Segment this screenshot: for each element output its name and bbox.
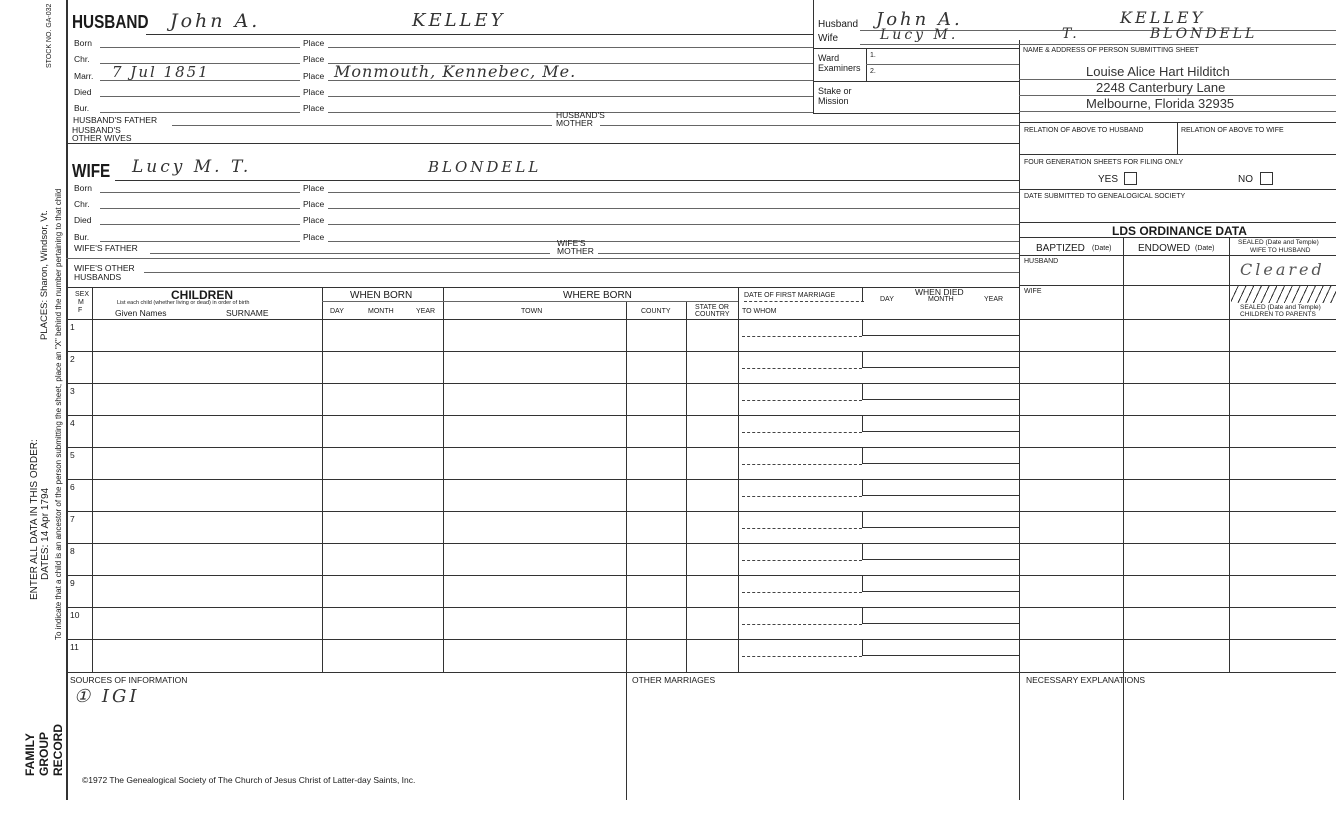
summary-wife-line	[860, 44, 1336, 45]
lds-col-1-divider	[1123, 237, 1124, 800]
husband-marr-place-label: Place	[303, 71, 325, 81]
child-row[interactable]	[92, 607, 738, 639]
children-heading: CHILDREN	[171, 288, 233, 302]
submitter-city[interactable]: Melbourne, Florida 32935	[1086, 96, 1235, 111]
left-border	[66, 0, 68, 800]
first-marriage-dash	[742, 624, 862, 625]
when-died-box[interactable]	[862, 383, 1019, 400]
child-row-number: 2	[70, 354, 75, 364]
husband-marriage-place[interactable]: Monmouth, Kennebec, Me.	[334, 62, 577, 81]
sealed-cp-header-1: SEALED (Date and Temple)	[1240, 304, 1321, 311]
lds-row-divider	[1019, 479, 1336, 480]
day-header: DAY	[330, 308, 344, 315]
lds-ordinance-title: LDS ORDINANCE DATA	[1112, 224, 1247, 238]
first-marriage-dash	[742, 560, 862, 561]
when-died-divider	[862, 287, 863, 301]
wife-surname[interactable]: BLONDELL	[428, 158, 542, 176]
child-row-number: 8	[70, 546, 75, 556]
summary-wife-label: Wife	[818, 33, 838, 44]
sources-label: SOURCES OF INFORMATION	[70, 675, 188, 685]
to-whom-header: TO WHOM	[742, 308, 777, 315]
endowed-header: ENDOWED	[1138, 243, 1191, 254]
husband-born-date-line[interactable]	[100, 47, 300, 48]
first-marriage-dash	[742, 592, 862, 593]
first-marriage-dash	[742, 656, 862, 657]
first-marriage-dash	[742, 528, 862, 529]
sealed-wh-header-2: WIFE TO HUSBAND	[1250, 247, 1311, 254]
first-marriage-dash	[744, 301, 864, 302]
lds-header-bottom	[1019, 255, 1336, 256]
husband-section-bottom	[66, 143, 1019, 144]
dates-instruction: DATES: 14 Apr 1794	[40, 487, 51, 580]
surname-header: SURNAME	[226, 308, 269, 318]
sex-label: SEX	[75, 291, 90, 298]
summary-wife-given[interactable]: Lucy M.	[880, 27, 959, 43]
summary-names-bottom	[813, 48, 1019, 49]
lds-row-divider	[1019, 415, 1336, 416]
first-marriage-dash	[742, 368, 862, 369]
lds-row-divider	[1019, 575, 1336, 576]
when-died-box[interactable]	[862, 415, 1019, 432]
form-title-group: GROUP	[37, 731, 51, 776]
husband-marr-label: Marr.	[74, 71, 94, 81]
child-row[interactable]	[92, 543, 738, 575]
sealed-hatch-pattern	[1231, 286, 1336, 303]
summary-husband-given[interactable]: John A.	[876, 9, 963, 30]
husband-given-names[interactable]: John A.	[170, 10, 261, 32]
other-marriages-divider	[626, 672, 627, 800]
when-died-box[interactable]	[862, 543, 1019, 560]
necessary-explanations-label: NECESSARY EXPLANATIONS	[1026, 675, 1146, 685]
form-title-family: FAMILY	[23, 733, 37, 776]
form-title-record: RECORD	[51, 723, 65, 776]
husbands-mother-label-2: MOTHER	[556, 118, 593, 128]
where-born-header: WHERE BORN	[563, 290, 632, 301]
baptized-date-hint: (Date)	[1092, 245, 1112, 252]
wife-born-date-line[interactable]	[100, 192, 300, 193]
examiners-bottom	[813, 81, 1019, 82]
wife-bur-place-line[interactable]	[328, 241, 1019, 242]
year-header: YEAR	[416, 308, 436, 315]
child-row-number: 5	[70, 450, 75, 460]
when-died-box[interactable]	[862, 479, 1019, 496]
relation-wife-label: RELATION OF ABOVE TO WIFE	[1181, 127, 1284, 134]
lds-table-bottom	[1019, 672, 1336, 673]
wife-bur-place-label: Place	[303, 232, 325, 242]
cleared-value[interactable]: Cleared	[1240, 260, 1325, 279]
summary-wife-middle[interactable]: T.	[1062, 26, 1080, 42]
lds-col-2-divider	[1229, 237, 1230, 672]
child-row[interactable]	[92, 351, 738, 383]
wifes-other-husbands-label-2: HUSBANDS	[74, 272, 122, 282]
sex-f-label: F	[78, 307, 83, 314]
died-month-header: MONTH	[928, 296, 954, 303]
children-subtext: List each child (whether living or dead) in order of birth	[117, 300, 250, 306]
lds-row-divider	[1019, 639, 1336, 640]
died-year-header: YEAR	[984, 296, 1004, 303]
wife-born-place-line[interactable]	[328, 192, 1019, 193]
husband-bur-label: Bur.	[74, 103, 90, 113]
relation-husband-label: RELATION OF ABOVE TO HUSBAND	[1024, 127, 1144, 134]
husbands-other-wives-label-1: HUSBAND'S	[72, 125, 121, 135]
child-row-number: 3	[70, 386, 75, 396]
wifes-father-label: WIFE'S FATHER	[74, 243, 138, 253]
date-submitted-bottom	[1019, 222, 1336, 223]
wifes-other-husbands-line[interactable]	[144, 272, 1019, 273]
child-row[interactable]	[92, 383, 738, 415]
wifes-mother-line[interactable]	[598, 253, 1019, 254]
wifes-mother-label-2: MOTHER	[557, 246, 594, 256]
examiner-1-num: 1.	[870, 52, 876, 59]
when-died-box[interactable]	[862, 575, 1019, 592]
husband-chr-place-label: Place	[303, 54, 325, 64]
ward-label: Ward	[818, 53, 840, 63]
when-died-box[interactable]	[862, 511, 1019, 528]
examiner-2-num: 2.	[870, 68, 876, 75]
stock-number: STOCK NO. GA-032	[46, 3, 53, 68]
child-row-number: 7	[70, 514, 75, 524]
husband-died-place-line[interactable]	[328, 96, 813, 97]
places-instruction: PLACES: Sharon, Windsor, Vt.	[39, 210, 50, 340]
other-marriages-label: OTHER MARRIAGES	[632, 675, 716, 685]
yes-label: YES	[1098, 174, 1119, 185]
stake-label: Stake or	[818, 86, 852, 96]
examiners-label: Examiners	[818, 63, 861, 73]
when-died-header: WHEN DIED	[915, 287, 964, 297]
copyright-notice: ©1972 The Genealogical Society of The Church of Jesus Christ of Latter-day Saints, Inc.	[82, 775, 416, 785]
baptized-header: BAPTIZED	[1036, 243, 1085, 254]
endowed-date-hint: (Date)	[1195, 245, 1215, 252]
month-header: MONTH	[368, 308, 394, 315]
wifes-mother-label-1: WIFE'S	[557, 238, 586, 248]
when-died-box[interactable]	[862, 607, 1019, 624]
died-day-header: DAY	[880, 296, 894, 303]
child-row-number: 11	[70, 642, 79, 652]
wife-heading: WIFE	[72, 161, 111, 181]
when-died-box[interactable]	[862, 351, 1019, 368]
when-died-box[interactable]	[862, 447, 1019, 464]
sex-m-label: M	[78, 299, 84, 306]
child-row[interactable]	[92, 447, 738, 479]
wife-bur-label: Bur.	[74, 232, 90, 242]
wife-name-line	[115, 180, 1019, 181]
child-row[interactable]	[92, 479, 738, 511]
wife-born-label: Born	[74, 183, 92, 193]
husband-surname[interactable]: KELLEY	[412, 10, 506, 31]
child-row-number: 1	[70, 322, 75, 332]
lds-row-divider	[1019, 511, 1336, 512]
wife-died-date-line[interactable]	[100, 224, 300, 225]
first-marriage-dash	[742, 336, 862, 337]
lds-row-divider	[1019, 607, 1336, 608]
first-marriage-dash	[742, 464, 862, 465]
husbands-father-line[interactable]	[172, 125, 552, 126]
first-marriage-dash	[742, 496, 862, 497]
given-names-header: Given Names	[115, 308, 167, 318]
wife-died-label: Died	[74, 215, 92, 225]
husband-chr-label: Chr.	[74, 54, 90, 64]
husband-name-line	[146, 34, 813, 35]
child-row[interactable]	[92, 415, 738, 447]
wife-chr-date-line[interactable]	[100, 208, 300, 209]
husband-marriage-date[interactable]: 7 Jul 1851	[112, 63, 210, 81]
no-checkbox[interactable]	[1260, 172, 1273, 185]
husbands-father-label: HUSBAND'S FATHER	[73, 115, 158, 125]
wife-died-place-line[interactable]	[328, 224, 1019, 225]
sources-value[interactable]: ① IGI	[74, 686, 140, 707]
sealed-wh-header-1: SEALED (Date and Temple)	[1238, 239, 1319, 246]
relation-divider	[1177, 122, 1178, 154]
no-label: NO	[1238, 174, 1253, 185]
child-row-number: 4	[70, 418, 75, 428]
husband-died-label: Died	[74, 87, 92, 97]
mission-label: Mission	[818, 96, 849, 106]
lds-row-divider	[1019, 351, 1336, 352]
wife-chr-place-label: Place	[303, 199, 325, 209]
state-header-1: STATE OR	[695, 304, 729, 311]
yes-checkbox[interactable]	[1124, 172, 1137, 185]
husband-summary-divider	[813, 0, 814, 113]
husband-born-label: Born	[74, 38, 92, 48]
husbands-mother-line[interactable]	[600, 125, 1019, 126]
summary-husband-label: Husband	[818, 19, 859, 30]
wife-born-place-label: Place	[303, 183, 325, 193]
child-row[interactable]	[92, 511, 738, 543]
first-marriage-header: DATE OF FIRST MARRIAGE	[744, 292, 836, 299]
husband-died-place-label: Place	[303, 87, 325, 97]
lds-wife-row-label: WIFE	[1024, 288, 1042, 295]
submitter-name[interactable]: Louise Alice Hart Hilditch	[1086, 64, 1230, 79]
lds-title-bottom	[1019, 237, 1336, 238]
wife-chr-label: Chr.	[74, 199, 90, 209]
enter-data-order: ENTER ALL DATA IN THIS ORDER:	[29, 439, 40, 600]
wifes-father-line[interactable]	[150, 253, 550, 254]
lds-husband-row-label: HUSBAND	[1024, 258, 1059, 265]
four-gen-bottom	[1019, 189, 1336, 190]
child-row-number: 9	[70, 578, 75, 588]
wife-given-names[interactable]: Lucy M. T.	[132, 157, 252, 177]
lds-wife-row-bottom	[1019, 319, 1336, 320]
child-row-number: 6	[70, 482, 75, 492]
town-header: TOWN	[521, 308, 543, 315]
first-marriage-dash	[742, 400, 862, 401]
summary-wife-surname[interactable]: BLONDELL	[1150, 26, 1258, 42]
lds-row-divider	[1019, 447, 1336, 448]
wife-bur-date-line[interactable]	[100, 241, 300, 242]
husband-born-place-line[interactable]	[328, 47, 813, 48]
when-died-box[interactable]	[862, 319, 1019, 336]
date-submitted-label: DATE SUBMITTED TO GENEALOGICAL SOCIETY	[1024, 193, 1186, 200]
submitter-heading: NAME & ADDRESS OF PERSON SUBMITTING SHEET	[1023, 47, 1199, 54]
wife-parents-bottom	[66, 258, 1019, 259]
husband-died-date-line[interactable]	[100, 96, 300, 97]
lds-row-divider	[1019, 543, 1336, 544]
state-header-2: COUNTRY	[695, 311, 730, 318]
first-marriage-dash	[742, 432, 862, 433]
child-row-number: 10	[70, 610, 80, 620]
husbands-other-wives-label-2: OTHER WIVES	[72, 133, 132, 143]
submitter-line-3	[1019, 111, 1336, 112]
sealed-cp-header-2: CHILDREN TO PARENTS	[1240, 311, 1316, 318]
husbands-mother-label-1: HUSBAND'S	[556, 110, 605, 120]
child-ancestor-instruction: To indicate that a child is an ancestor of the person submitting the sheet, place an "X" behind the number pertaining to that child	[54, 188, 63, 640]
child-row[interactable]	[92, 575, 738, 607]
husband-born-place-label: Place	[303, 38, 325, 48]
summary-husband-surname[interactable]: KELLEY	[1120, 8, 1206, 27]
wifes-other-husbands-label-1: WIFE'S OTHER	[74, 263, 135, 273]
when-born-header: WHEN BORN	[350, 290, 413, 301]
when-died-box[interactable]	[862, 639, 1019, 656]
husband-bur-place-label: Place	[303, 103, 325, 113]
examiner-1-line[interactable]	[866, 64, 1019, 65]
relation-bottom	[1019, 154, 1336, 155]
children-table-bottom	[66, 672, 1019, 673]
husband-bur-date-line[interactable]	[100, 112, 300, 113]
wife-died-place-label: Place	[303, 215, 325, 225]
county-header: COUNTY	[641, 308, 671, 315]
four-gen-label: FOUR GENERATION SHEETS FOR FILING ONLY	[1024, 159, 1184, 166]
husband-heading: HUSBAND	[72, 12, 149, 32]
child-row[interactable]	[92, 639, 738, 671]
header-subdivider	[322, 301, 738, 302]
wife-chr-place-line[interactable]	[328, 208, 1019, 209]
stake-bottom	[813, 113, 1019, 114]
child-row[interactable]	[92, 319, 738, 351]
submitter-street[interactable]: 2248 Canterbury Lane	[1096, 80, 1226, 95]
lds-row-divider	[1019, 383, 1336, 384]
